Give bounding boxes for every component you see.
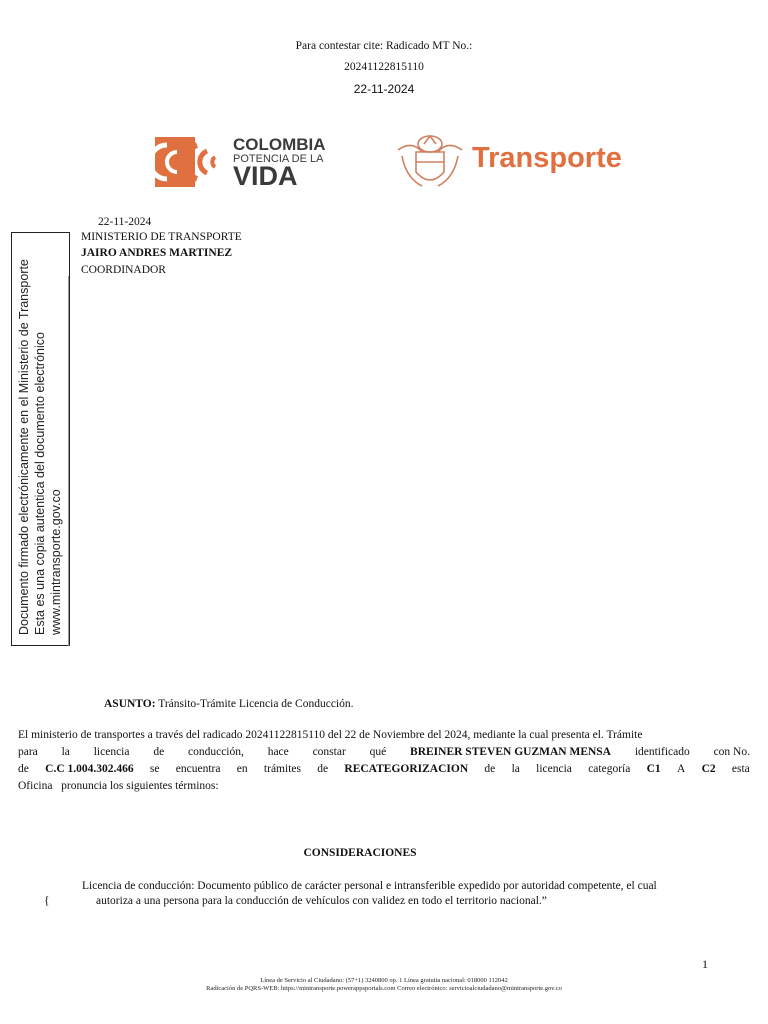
word: trámites [263,763,301,775]
body-line-2 [18,744,750,761]
sender-ministry: MINISTERIO DE TRANSPORTE [81,231,242,243]
word: de [18,763,29,775]
sender-role: COORDINADOR [81,264,166,276]
page-number: 1 [702,957,708,971]
electronic-signature-stamp [11,232,70,646]
applicant-name: BREINER STEVEN GUZMAN MENSA [410,746,611,758]
footer-line-1: Línea de Servicio al Ciudadano: (57+1) 3240800 op. 1 Línea gratuita nacional: 018000 112042 [260,977,508,984]
transporte-word: Transporte [472,142,622,174]
word: hace [267,746,289,758]
subject-label: ASUNTO: [104,698,156,710]
word: qué [369,746,387,758]
cite-label: Para contestar cite: Radicado MT No.: [295,40,473,52]
word: de [317,763,329,775]
colombia-potencia-logo [153,133,333,191]
stamp-line-3: www.mintransporte.gov.co [49,489,63,635]
coat-of-arms-icon [392,130,468,194]
word: con No. [713,746,750,758]
considerations-line-2: autoriza a una persona para la conducción de vehículos con validez en todo el territorio nacional.” [96,895,547,907]
category-to: C2 [701,763,716,775]
procedure-type: RECATEGORIZACION [344,763,469,775]
vida-word: VIDA [233,161,298,191]
transporte-logo [392,130,652,194]
word: la [61,746,70,758]
word: licencia [536,763,572,775]
signal-waves-icon [153,133,223,191]
word: de [153,746,165,758]
considerations-title: CONSIDERACIONES [303,847,417,859]
word: categoría [588,763,631,775]
word: constar [312,746,346,758]
body-line-1-text: El ministerio de transportes a través del radicado 20241122815110 del 22 de Noviembre del 2024, mediante la cual presenta el. Trámite [18,729,643,741]
word: se [149,763,160,775]
word: conducción, [187,746,244,758]
footer-line-2: Radicación de PQRS-WEB: https://mintransporte.powerappsportals.com Correo electrónico: servicioalciudadano@mintransporte.gov.co [206,985,562,992]
stamp-line-2: Esta es una copia autentica del documento electrónico [33,332,47,635]
potencia-word: POTENCIA DE LA [233,153,324,165]
considerations-brace: { [44,895,50,907]
word: de [484,763,496,775]
body-line-1 [18,727,750,744]
word: identificado [634,746,690,758]
word: la [511,763,520,775]
margin-line [68,276,69,646]
sender-name: JAIRO ANDRES MARTINEZ [81,247,233,259]
body-line-4: Oficina pronuncia los siguientes términos: [18,780,219,792]
word: para [18,746,38,758]
word: licencia [93,746,130,758]
stamp-line-1: Documento firmado electrónicamente en el Ministerio de Transporte [17,259,31,635]
word: esta [731,763,750,775]
body-paragraph [18,727,750,795]
word: A [676,763,686,775]
applicant-id: C.C 1.004.302.466 [45,763,134,775]
word: en [236,763,248,775]
subject-line [104,696,354,713]
header-date: 22-11-2024 [353,82,415,96]
radicado-number: 20241122815110 [344,61,424,73]
body-line-3 [18,761,750,778]
subject-text: Tránsito-Trámite Licencia de Conducción. [158,698,354,710]
colombia-word: COLOMBIA [233,135,326,154]
category-from: C1 [646,763,661,775]
considerations-line-1: Licencia de conducción: Documento público de carácter personal e intransferible expedido por autoridad competente, el cual [82,880,657,892]
word: encuentra [175,763,221,775]
sender-date: 22-11-2024 [98,216,152,228]
